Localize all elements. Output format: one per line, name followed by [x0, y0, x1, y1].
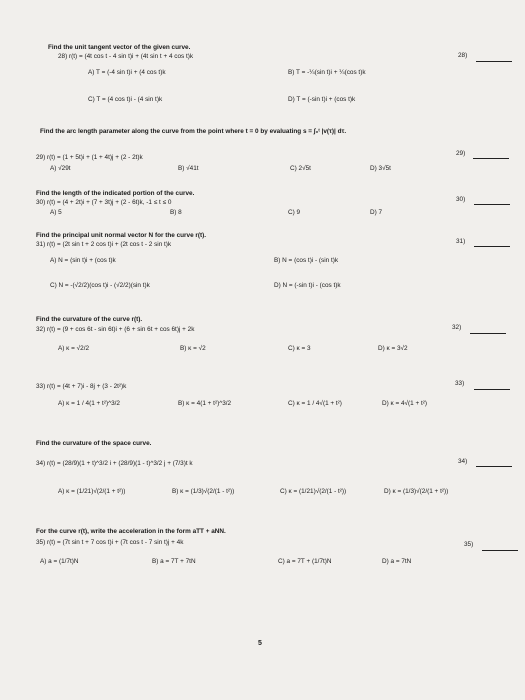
question-33-option-b: B) κ = 4(1 + t²)^3/2	[178, 400, 232, 407]
question-30-option-b: B) 8	[170, 209, 182, 216]
question-29-option-c: C) 2√5t	[290, 165, 311, 172]
section-heading-tangent: Find the unit tangent vector of the given curve.	[48, 44, 191, 51]
answer-blank-31[interactable]	[474, 246, 510, 247]
section-heading-curvature: Find the curvature of the curve r(t).	[36, 316, 143, 323]
question-32-option-d: D) κ = 3√2	[378, 345, 408, 352]
answer-blank-34[interactable]	[476, 466, 512, 467]
question-33-text: 33) r(t) = (4t + 7)i - 8j + (3 - 2t²)k	[36, 383, 127, 390]
question-34-option-d: D) κ = (1/3)√(2/(1 + t²))	[384, 488, 449, 495]
question-28-option-d: D) T = (-sin t)i + (cos t)k	[288, 96, 356, 103]
question-35-option-c: C) a = 7T + (1/7t)N	[278, 558, 332, 565]
answer-blank-29[interactable]	[473, 158, 509, 159]
question-31-number: 31)	[456, 238, 466, 245]
question-33-number: 33)	[455, 380, 465, 387]
question-33-option-a: A) κ = 1 / 4(1 + t²)^3/2	[58, 400, 120, 407]
question-35-text: 35) r(t) = (7t sin t + 7 cos t)i + (7t cos t - 7 sin t)j + 4k	[36, 539, 184, 546]
answer-blank-33[interactable]	[474, 389, 510, 390]
section-heading-normal: Find the principal unit normal vector N for the curve r(t).	[36, 232, 207, 239]
page-number: 5	[258, 640, 262, 647]
answer-blank-28[interactable]	[476, 61, 512, 62]
question-34-option-c: C) κ = (1/21)√(2/(1 - t²))	[280, 488, 347, 495]
question-31-option-d: D) N = (-sin t)i - (cos t)k	[274, 282, 341, 289]
question-35-option-b: B) a = 7T + 7tN	[152, 558, 196, 565]
question-35-option-a: A) a = (1/7t)N	[40, 558, 79, 565]
question-28-option-a: A) T = (-4 sin t)i + (4 cos t)k	[88, 69, 166, 76]
question-35-option-d: D) a = 7tN	[382, 558, 412, 565]
question-33-option-c: C) κ = 1 / 4√(1 + t²)	[288, 400, 342, 407]
question-28-text: 28) r(t) = (4t cos t - 4 sin t)i + (4t sin t + 4 cos t)k	[58, 53, 194, 60]
question-30-number: 30)	[456, 196, 466, 203]
question-28-number: 28)	[458, 52, 468, 59]
question-30-option-a: A) 5	[50, 209, 62, 216]
question-34-option-b: B) κ = (1/3)√(2/(1 - t²))	[172, 488, 235, 495]
section-heading-curvature-space: Find the curvature of the space curve.	[36, 440, 152, 447]
question-29-option-d: D) 3√5t	[370, 165, 391, 172]
question-32-option-c: C) κ = 3	[288, 345, 311, 352]
question-30-option-d: D) 7	[370, 209, 383, 216]
answer-blank-35[interactable]	[482, 550, 518, 551]
question-32-option-b: B) κ = √2	[180, 345, 206, 352]
section-heading-arclength: Find the arc length parameter along the curve from the point where t = 0 by evaluating s = ∫₀ᵗ |v(τ)| dτ.	[40, 128, 347, 135]
question-32-text: 32) r(t) = (9 + cos 6t - sin 6t)i + (6 + sin 6t + cos 6t)j + 2k	[36, 326, 195, 333]
question-29-option-a: A) √29t	[50, 165, 71, 172]
question-30-text: 30) r(t) = (4 + 2t)i + (7 + 3t)j + (2 - 6t)k, -1 ≤ t ≤ 0	[36, 199, 172, 206]
question-29-text: 29) r(t) = (1 + 5t)i + (1 + 4t)j + (2 - 2t)k	[36, 154, 143, 161]
question-28-option-b: B) T = -¼(sin t)i + ¼(cos t)k	[288, 69, 366, 76]
section-heading-length: Find the length of the indicated portion of the curve.	[36, 190, 195, 197]
question-31-option-a: A) N = (sin t)i + (cos t)k	[50, 257, 116, 264]
question-34-option-a: A) κ = (1/21)√(2/(1 + t²))	[58, 488, 126, 495]
question-29-number: 29)	[456, 150, 466, 157]
question-31-text: 31) r(t) = (2t sin t + 2 cos t)i + (2t cos t - 2 sin t)k	[36, 241, 172, 248]
question-32-option-a: A) κ = √2/2	[58, 345, 90, 352]
question-31-option-c: C) N = -(√2/2)(cos t)i - (√2/2)(sin t)k	[50, 282, 150, 289]
section-heading-acceleration: For the curve r(t), write the acceleration in the form aTT + aNN.	[36, 528, 226, 535]
question-34-text: 34) r(t) = (28/9)(1 + t)^3/2 i + (28/9)(1 - t)^3/2 j + (7/3)t k	[36, 460, 193, 467]
question-32-number: 32)	[452, 324, 462, 331]
question-34-number: 34)	[458, 458, 468, 465]
question-31-option-b: B) N = (cos t)i - (sin t)k	[274, 257, 339, 264]
question-28-option-c: C) T = (4 cos t)i - (4 sin t)k	[88, 96, 163, 103]
answer-blank-32[interactable]	[470, 333, 506, 334]
question-35-number: 35)	[464, 541, 474, 548]
question-30-option-c: C) 9	[288, 209, 301, 216]
question-33-option-d: D) κ = 4√(1 + t²)	[382, 400, 428, 407]
question-29-option-b: B) √41t	[178, 165, 199, 172]
answer-blank-30[interactable]	[474, 204, 510, 205]
